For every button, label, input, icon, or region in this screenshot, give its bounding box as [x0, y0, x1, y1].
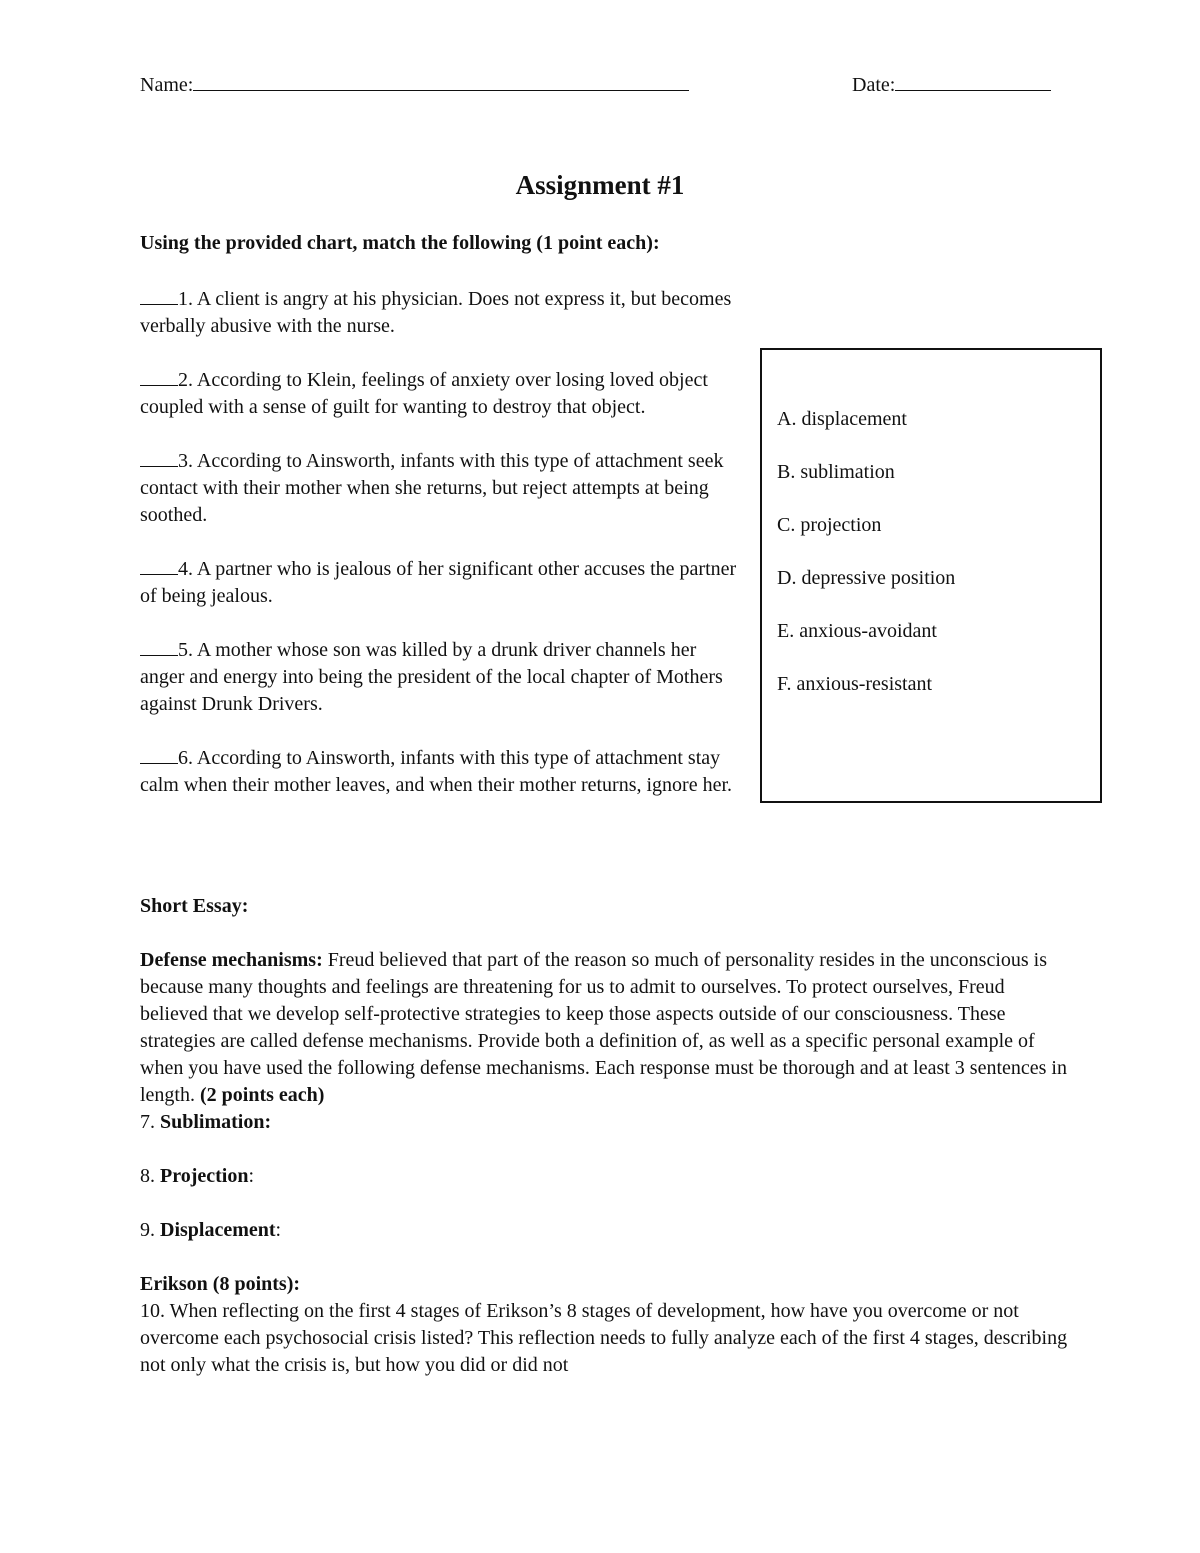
item-label: Projection [160, 1165, 249, 1187]
item-label: Displacement [160, 1219, 276, 1241]
question-item [140, 367, 740, 421]
essay-item-8 [140, 1163, 1070, 1190]
short-essay-section [140, 893, 1070, 1379]
matching-questions [140, 286, 740, 826]
item-suffix: : [248, 1165, 255, 1187]
item-number: 8. [140, 1165, 160, 1187]
answer-choice: A. displacement [777, 408, 907, 430]
answer-choice: F. anxious-resistant [777, 673, 933, 695]
item-label: Sublimation: [160, 1111, 272, 1133]
erikson-text: 10. When reflecting on the first 4 stages of Erikson’s 8 stages of development, how have you overcome or not overcome each psychosocial crisis listed? This reflection needs to fully analyze each of the first 4 stages, describing not only what the crisis is, but how you did or did not [140, 1300, 1068, 1376]
item-number: 7. [140, 1111, 160, 1133]
answer-choices-list [777, 406, 955, 724]
answer-blank[interactable] [140, 556, 178, 575]
question-number: 3. [178, 450, 197, 472]
defense-points: (2 points each) [200, 1084, 325, 1106]
answer-choice: C. projection [777, 514, 882, 536]
name-blank[interactable] [193, 90, 689, 91]
question-number: 4. [178, 558, 197, 580]
page-title: Assignment #1 [515, 170, 685, 200]
defense-paragraph [140, 947, 1070, 1109]
question-text: A client is angry at his physician. Does not express it, but becomes verbally abusive with the nurse. [140, 288, 732, 337]
question-number: 5. [178, 639, 197, 661]
date-label: Date: [852, 74, 896, 96]
answer-blank[interactable] [140, 448, 178, 467]
short-essay-heading: Short Essay: [140, 895, 249, 917]
name-field[interactable] [140, 74, 689, 97]
name-label: Name: [140, 74, 194, 96]
question-number: 6. [178, 747, 197, 769]
answer-blank[interactable] [140, 286, 178, 305]
defense-heading: Defense mechanisms: [140, 949, 323, 971]
defense-text: Freud believed that part of the reason so much of personality resides in the unconscious is because many thoughts and feelings are threatening for us to admit to ourselves. To protect ourselves, Freud believed that we develop self-protective strategies to keep those aspects outside of our consciousness. These strategies are called defense mechanisms. Provide both a definition of, as well as a specific personal example of when you have used the following defense mechanisms. Each response must be thorough and at least 3 sentences in length. [140, 949, 1067, 1106]
question-text: A mother whose son was killed by a drunk driver channels her anger and energy into being the president of the local chapter of Mothers against Drunk Drivers. [140, 639, 723, 715]
answer-choices-box [760, 348, 1102, 803]
question-item [140, 745, 740, 799]
essay-item-7 [140, 1109, 1070, 1136]
answer-choice: B. sublimation [777, 461, 895, 483]
matching-instructions: Using the provided chart, match the following (1 point each): [140, 232, 660, 254]
answer-choice: E. anxious-avoidant [777, 620, 937, 642]
essay-item-9 [140, 1217, 1070, 1244]
question-number: 2. [178, 369, 197, 391]
question-number: 1. [178, 288, 197, 310]
item-suffix: : [275, 1219, 282, 1241]
answer-blank[interactable] [140, 637, 178, 656]
header [140, 74, 1060, 104]
answer-blank[interactable] [140, 745, 178, 764]
question-text: According to Ainsworth, infants with this type of attachment seek contact with their mother when she returns, but reject attempts at being soothed. [140, 450, 724, 526]
question-item [140, 448, 740, 529]
question-text: A partner who is jealous of her significant other accuses the partner of being jealous. [140, 558, 737, 607]
answer-choice: D. depressive position [777, 567, 956, 589]
answer-blank[interactable] [140, 367, 178, 386]
question-text: According to Klein, feelings of anxiety over losing loved object coupled with a sense of guilt for wanting to destroy that object. [140, 369, 708, 418]
question-text: According to Ainsworth, infants with this type of attachment stay calm when their mother leaves, and when their mother returns, ignore her. [140, 747, 733, 796]
question-item [140, 637, 740, 718]
date-blank[interactable] [895, 90, 1051, 91]
erikson-heading: Erikson (8 points): [140, 1273, 301, 1295]
question-item [140, 556, 740, 610]
item-number: 9. [140, 1219, 160, 1241]
question-item [140, 286, 740, 340]
date-field[interactable] [852, 74, 1051, 97]
